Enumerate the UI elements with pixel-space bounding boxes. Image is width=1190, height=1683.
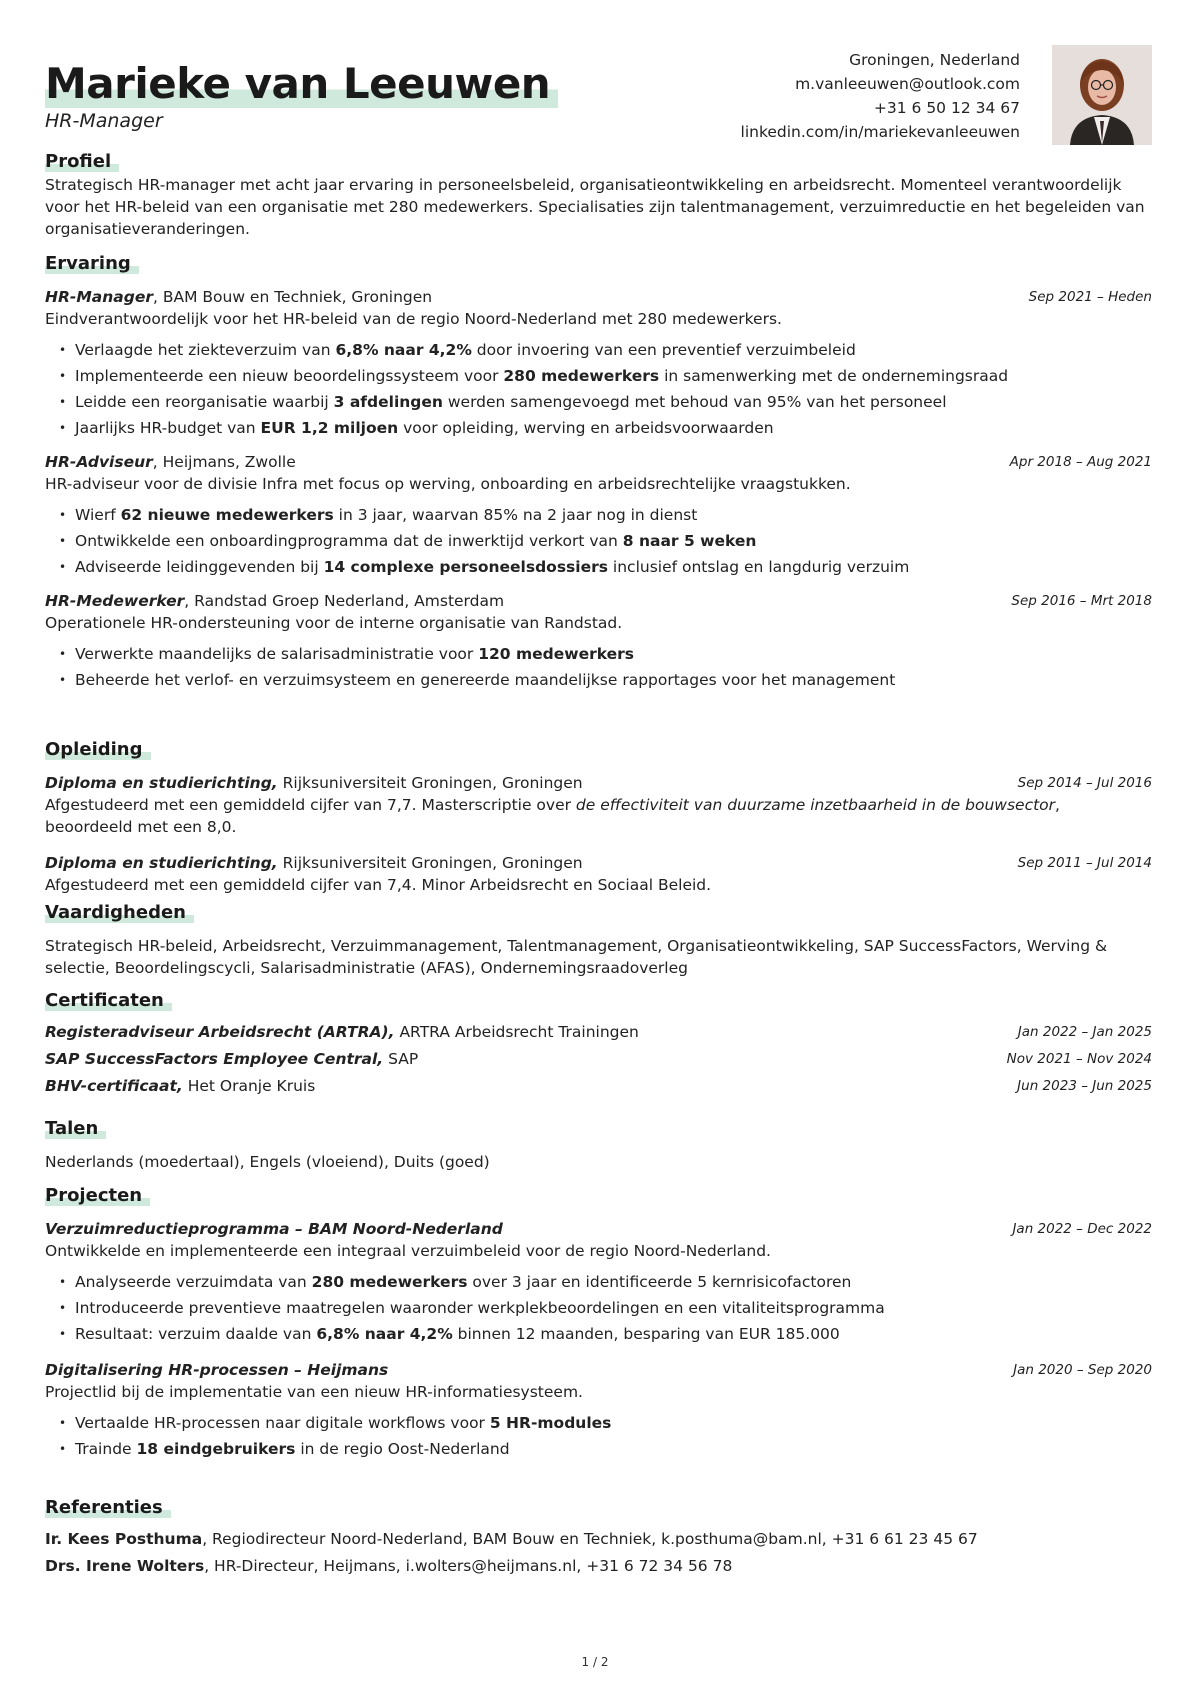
bullet-text: Verwerkte maandelijks de salarisadministratie voor	[75, 645, 479, 663]
bullet-highlight: 120 medewerkers	[478, 645, 635, 663]
experience-entry	[45, 590, 1152, 693]
contact-block	[741, 48, 1020, 144]
education-list	[45, 772, 1152, 896]
reference-entry	[45, 1528, 1152, 1550]
education-section	[45, 738, 1152, 910]
job-title: HR-Medewerker	[45, 592, 185, 610]
reference-name: Ir. Kees Posthuma	[45, 1530, 203, 1548]
project-results	[45, 1410, 1152, 1462]
job-company: , Randstad Groep Nederland, Amsterdam	[184, 592, 505, 610]
project-entry	[45, 1359, 1152, 1462]
certificate-entry	[45, 1048, 1152, 1070]
bullet-item	[45, 337, 1152, 363]
languages-text: Nederlands (moedertaal), Engels (vloeiend), Duits (goed)	[45, 1153, 490, 1171]
bullet-highlight: 8 naar 5 weken	[622, 532, 757, 550]
contact-email[interactable]: m.vanleeuwen@outlook.com	[795, 75, 1020, 93]
bullet-text-end: door invoering van een preventief verzuimbeleid	[471, 341, 856, 359]
bullet-highlight: 3 afdelingen	[333, 393, 443, 411]
bullet-item	[45, 1436, 1152, 1462]
certificates-list	[45, 1021, 1152, 1097]
experience-header	[45, 590, 1152, 612]
project-date: Jan 2022 – Dec 2022	[1012, 1221, 1152, 1237]
project-description: Ontwikkelde en implementeerde een integraal verzuimbeleid voor de regio Noord-Nederland.	[45, 1242, 771, 1260]
project-date: Jan 2020 – Sep 2020	[1013, 1362, 1152, 1378]
profile-section	[45, 150, 1152, 240]
skills-section	[45, 901, 1152, 979]
bullet-highlight: 6,8% naar 4,2%	[316, 1325, 453, 1343]
experience-entry	[45, 451, 1152, 580]
projects-list	[45, 1218, 1152, 1462]
experience-entry	[45, 286, 1152, 441]
job-title: HR-Manager	[45, 288, 153, 306]
job-company: , BAM Bouw en Techniek, Groningen	[152, 288, 433, 306]
certificate-name: BHV-certificaat,	[45, 1077, 183, 1095]
bullet-text-end: over 3 jaar en identificeerde 5 kernrisicofactoren	[467, 1273, 852, 1291]
candidate-role: HR-Manager	[45, 110, 163, 132]
job-description: Operationele HR-ondersteuning voor de interne organisatie van Randstad.	[45, 614, 623, 632]
bullet-text-end: in samenwerking met de ondernemingsraad	[659, 367, 1009, 385]
page-number: 1 / 2	[581, 1655, 609, 1669]
bullet-text: Jaarlijks HR-budget van	[75, 419, 261, 437]
bullet-text: Wierf	[75, 506, 121, 524]
section-title-references: Referenties	[45, 1496, 1152, 1520]
project-header	[45, 1359, 1152, 1381]
bullet-text-end: werden samengevoegd met behoud van 95% van het personeel	[442, 393, 947, 411]
certificates-section	[45, 989, 1152, 1102]
project-results	[45, 1269, 1152, 1347]
candidate-name: Marieke van Leeuwen	[45, 58, 558, 110]
certificate-issuer: ARTRA Arbeidsrecht Trainingen	[394, 1023, 639, 1041]
education-degree: Diploma en studierichting,	[45, 854, 278, 872]
bullet-text-end: in 3 jaar, waarvan 85% na 2 jaar nog in dienst	[333, 506, 698, 524]
bullet-item	[45, 554, 1152, 580]
bullet-text: Ontwikkelde een onboardingprogramma dat de inwerktijd verkort van	[75, 532, 623, 550]
portrait-image	[1052, 45, 1152, 145]
project-header	[45, 1218, 1152, 1240]
certificate-issuer: Het Oranje Kruis	[182, 1077, 316, 1095]
experience-section	[45, 252, 1152, 703]
job-description: Eindverantwoordelijk voor het HR-beleid van de regio Noord-Nederland met 280 medewerkers.	[45, 310, 782, 328]
bullet-text: Beheerde het verlof- en verzuimsysteem en genereerde maandelijkse rapportages voor het management	[75, 671, 896, 689]
contact-location: Groningen, Nederland	[849, 51, 1020, 69]
certificate-name: SAP SuccessFactors Employee Central,	[45, 1050, 384, 1068]
bullet-highlight: 5 HR-modules	[489, 1414, 612, 1432]
education-school: Rijksuniversiteit Groningen, Groningen	[277, 854, 583, 872]
education-entry	[45, 852, 1152, 896]
bullet-text-end: voor opleiding, werving en arbeidsvoorwaarden	[398, 419, 774, 437]
project-entry	[45, 1218, 1152, 1347]
certificate-date: Nov 2021 – Nov 2024	[1006, 1051, 1152, 1067]
bullet-highlight: 62 nieuwe medewerkers	[120, 506, 334, 524]
contact-phone: +31 6 50 12 34 67	[873, 99, 1020, 117]
education-degree: Diploma en studierichting,	[45, 774, 278, 792]
project-description: Projectlid bij de implementatie van een nieuw HR-informatiesysteem.	[45, 1383, 583, 1401]
bullet-item	[45, 528, 1152, 554]
bullet-item	[45, 641, 1152, 667]
education-header	[45, 852, 1152, 874]
references-list	[45, 1528, 1152, 1577]
job-achievements	[45, 502, 1152, 580]
section-title-profile: Profiel	[45, 150, 1152, 174]
bullet-highlight: 6,8% naar 4,2%	[335, 341, 472, 359]
section-title-projects: Projecten	[45, 1184, 1152, 1208]
bullet-text-end: inclusief ontslag en langdurig verzuim	[607, 558, 910, 576]
bullet-item	[45, 1321, 1152, 1347]
project-name: Verzuimreductieprogramma – BAM Noord-Nederland	[45, 1220, 503, 1238]
bullet-item	[45, 389, 1152, 415]
education-school: Rijksuniversiteit Groningen, Groningen	[277, 774, 583, 792]
profile-photo	[1052, 45, 1152, 145]
bullet-text: Leidde een reorganisatie waarbij	[75, 393, 334, 411]
thesis-title: de effectiviteit van duurzame inzetbaarheid in de bouwsector	[575, 796, 1056, 814]
experience-list	[45, 286, 1152, 693]
bullet-item	[45, 1269, 1152, 1295]
bullet-highlight: EUR 1,2 miljoen	[260, 419, 399, 437]
bullet-item	[45, 1410, 1152, 1436]
bullet-text-end: binnen 12 maanden, besparing van EUR 185.000	[452, 1325, 840, 1343]
project-name: Digitalisering HR-processen – Heijmans	[45, 1361, 389, 1379]
certificate-issuer: SAP	[383, 1050, 419, 1068]
education-desc-text: Afgestudeerd met een gemiddeld cijfer van 7,4. Minor Arbeidsrecht en Sociaal Beleid.	[45, 876, 712, 894]
bullet-item	[45, 363, 1152, 389]
certificate-date: Jun 2023 – Jun 2025	[1017, 1078, 1152, 1094]
education-description	[45, 874, 1152, 896]
job-achievements	[45, 337, 1152, 441]
references-section	[45, 1496, 1152, 1582]
bullet-text: Analyseerde verzuimdata van	[75, 1273, 312, 1291]
languages-section	[45, 1117, 1152, 1173]
bullet-item	[45, 415, 1152, 441]
reference-details: , Regiodirecteur Noord-Nederland, BAM Bouw en Techniek, k.posthuma@bam.nl, +31 6 61 23 45 67	[202, 1530, 978, 1548]
education-desc-end: , beoordeeld met een 8,0.	[45, 796, 1060, 836]
bullet-highlight: 18 eindgebruikers	[136, 1440, 296, 1458]
bullet-text-end: in de regio Oost-Nederland	[295, 1440, 510, 1458]
bullet-item	[45, 667, 1152, 693]
education-entry	[45, 772, 1152, 838]
certificate-name: Registeradviseur Arbeidsrecht (ARTRA),	[45, 1023, 395, 1041]
section-title-experience: Ervaring	[45, 252, 1152, 276]
bullet-item	[45, 502, 1152, 528]
job-date: Apr 2018 – Aug 2021	[1009, 454, 1152, 470]
section-title-skills: Vaardigheden	[45, 901, 1152, 925]
bullet-text: Introduceerde preventieve maatregelen waaronder werkplekbeoordelingen en een vitaliteitsprogramma	[75, 1299, 885, 1317]
section-title-languages: Talen	[45, 1117, 1152, 1141]
job-date: Sep 2016 – Mrt 2018	[1011, 593, 1152, 609]
bullet-text: Trainde	[75, 1440, 137, 1458]
skills-text: Strategisch HR-beleid, Arbeidsrecht, Verzuimmanagement, Talentmanagement, Organisatieontwikkeling, SAP SuccessFactors, Werving & selectie, Beoordelingscycli, Salarisadministratie (AFAS), Ondernemingsraadoverleg	[45, 937, 1108, 977]
education-date: Sep 2014 – Jul 2016	[1017, 775, 1152, 791]
job-achievements	[45, 641, 1152, 693]
reference-name: Drs. Irene Wolters	[45, 1557, 205, 1575]
education-date: Sep 2011 – Jul 2014	[1017, 855, 1152, 871]
job-description: HR-adviseur voor de divisie Infra met focus op werving, onboarding en arbeidsrechtelijke vraagstukken.	[45, 475, 851, 493]
reference-entry	[45, 1555, 1152, 1577]
section-title-education: Opleiding	[45, 738, 1152, 762]
bullet-text: Verlaagde het ziekteverzuim van	[75, 341, 336, 359]
section-title-certificates: Certificaten	[45, 989, 1152, 1013]
job-date: Sep 2021 – Heden	[1028, 289, 1152, 305]
bullet-highlight: 280 medewerkers	[311, 1273, 468, 1291]
job-company: , Heijmans, Zwolle	[152, 453, 296, 471]
certificate-entry	[45, 1021, 1152, 1043]
certificate-entry	[45, 1075, 1152, 1097]
profile-summary: Strategisch HR-manager met acht jaar ervaring in personeelsbeleid, organisatieontwikkeling en arbeidsrecht. Momenteel verantwoordelijk voor het HR-beleid van een organisatie met 280 medewerkers. Specialisaties zijn talentmanagement, verzuimreductie en het begeleiden van organisatieveranderingen.	[45, 176, 1145, 238]
experience-header	[45, 286, 1152, 308]
bullet-text: Implementeerde een nieuw beoordelingssysteem voor	[75, 367, 504, 385]
education-description	[45, 794, 1152, 838]
education-desc-text: Afgestudeerd met een gemiddeld cijfer van 7,7. Masterscriptie over	[45, 796, 576, 814]
bullet-highlight: 280 medewerkers	[503, 367, 660, 385]
bullet-item	[45, 1295, 1152, 1321]
experience-header	[45, 451, 1152, 473]
job-title: HR-Adviseur	[45, 453, 153, 471]
education-header	[45, 772, 1152, 794]
bullet-text: Vertaalde HR-processen naar digitale workflows voor	[75, 1414, 490, 1432]
contact-linkedin[interactable]: linkedin.com/in/mariekevanleeuwen	[740, 123, 1020, 141]
bullet-text: Resultaat: verzuim daalde van	[75, 1325, 317, 1343]
bullet-highlight: 14 complexe personeelsdossiers	[323, 558, 608, 576]
projects-section	[45, 1184, 1152, 1474]
bullet-text: Adviseerde leidinggevenden bij	[75, 558, 324, 576]
reference-details: , HR-Directeur, Heijmans, i.wolters@heijmans.nl, +31 6 72 34 56 78	[204, 1557, 733, 1575]
certificate-date: Jan 2022 – Jan 2025	[1017, 1024, 1152, 1040]
